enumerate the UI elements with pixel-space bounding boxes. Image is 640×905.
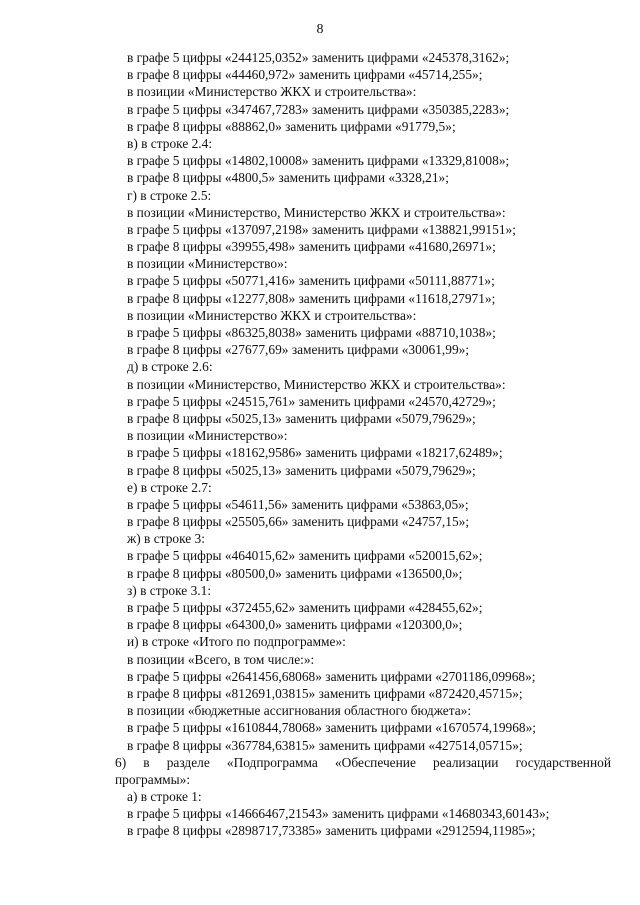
section-heading-continuation: программы»: <box>115 771 191 787</box>
text-line: в графе 5 цифры «347467,7283» заменить цифрами «350385,2283»; <box>127 101 510 117</box>
text-line: и) в строке «Итого по подпрограмме»: <box>127 634 346 650</box>
text-line: в графе 8 цифры «25505,66» заменить цифрами «24757,15»; <box>127 514 470 530</box>
text-line: в графе 8 цифры «2898717,73385» заменить цифрами «2912594,11985»; <box>127 823 536 839</box>
text-line: в позиции «Министерство»: <box>127 256 288 272</box>
text-line: в позиции «Министерство ЖКХ и строительства»: <box>127 84 417 100</box>
text-line: в позиции «Министерство»: <box>127 428 288 444</box>
text-line: в графе 5 цифры «1610844,78068» заменить цифрами «1670574,19968»; <box>127 720 537 736</box>
section-heading-line: 6) в разделе «Подпрограмма «Обеспечение реализации государственной <box>115 754 611 770</box>
text-line: в позиции «Министерство, Министерство ЖКХ и строительства»: <box>127 376 506 392</box>
text-line: в графе 5 цифры «50771,416» заменить цифрами «50111,88771»; <box>127 273 495 289</box>
text-line: в графе 5 цифры «24515,761» заменить цифрами «24570,42729»; <box>127 393 496 409</box>
text-line: е) в строке 2.7: <box>127 479 212 495</box>
text-line: в графе 8 цифры «367784,63815» заменить цифрами «427514,05715»; <box>127 737 523 753</box>
document-body <box>0 49 640 840</box>
text-line: в позиции «Министерство, Министерство ЖКХ и строительства»: <box>127 204 506 220</box>
text-line: в графе 8 цифры «39955,498» заменить цифрами «41680,26971»; <box>127 239 496 255</box>
text-line: в графе 8 цифры «4800,5» заменить цифрами «3328,21»; <box>127 170 449 186</box>
text-line: в графе 5 цифры «14666467,21543» заменить цифрами «14680343,60143»; <box>127 806 550 822</box>
text-line: в графе 8 цифры «88862,0» заменить цифрами «91779,5»; <box>127 118 456 134</box>
text-line: в графе 8 цифры «44460,972» заменить цифрами «45714,255»; <box>127 67 483 83</box>
text-line: в графе 8 цифры «812691,03815» заменить цифрами «872420,45715»; <box>127 685 523 701</box>
text-line: в графе 8 цифры «64300,0» заменить цифрами «120300,0»; <box>127 617 463 633</box>
text-line: в позиции «Министерство ЖКХ и строительства»: <box>127 307 417 323</box>
text-line: в графе 8 цифры «80500,0» заменить цифрами «136500,0»; <box>127 565 463 581</box>
text-line: в графе 5 цифры «464015,62» заменить цифрами «520015,62»; <box>127 548 483 564</box>
text-line: в графе 5 цифры «137097,2198» заменить цифрами «138821,99151»; <box>127 221 516 237</box>
page-number: 8 <box>316 22 324 37</box>
text-line: в графе 8 цифры «5025,13» заменить цифрами «5079,79629»; <box>127 410 476 426</box>
text-line: в позиции «бюджетные ассигнования областного бюджета»: <box>127 703 472 719</box>
text-line: в графе 5 цифры «86325,8038» заменить цифрами «88710,1038»; <box>127 325 496 340</box>
text-line: в графе 5 цифры «14802,10008» заменить цифрами «13329,81008»; <box>127 153 510 169</box>
text-line: в) в строке 2.4: <box>127 135 213 151</box>
text-line: д) в строке 2.6: <box>127 359 213 375</box>
text-line: в графе 5 цифры «244125,0352» заменить цифрами «245378,3162»; <box>127 50 510 65</box>
text-line: в графе 8 цифры «5025,13» заменить цифрами «5079,79629»; <box>127 462 476 478</box>
text-line: в графе 8 цифры «27677,69» заменить цифрами «30061,99»; <box>127 342 470 358</box>
text-line: г) в строке 2.5: <box>127 187 212 203</box>
text-line: а) в строке 1: <box>127 789 202 805</box>
text-line: в графе 5 цифры «54611,56» заменить цифрами «53863,05»; <box>127 496 469 512</box>
text-line: в графе 5 цифры «2641456,68068» заменить цифрами «2701186,09968»; <box>127 668 536 684</box>
text-line: в графе 8 цифры «12277,808» заменить цифрами «11618,27971»; <box>127 290 496 306</box>
text-line: в графе 5 цифры «372455,62» заменить цифрами «428455,62»; <box>127 600 483 615</box>
text-line: ж) в строке 3: <box>127 531 205 547</box>
text-line: в позиции «Всего, в том числе:»: <box>127 651 315 667</box>
text-line: з) в строке 3.1: <box>127 582 212 598</box>
text-line: в графе 5 цифры «18162,9586» заменить цифрами «18217,62489»; <box>127 445 503 461</box>
